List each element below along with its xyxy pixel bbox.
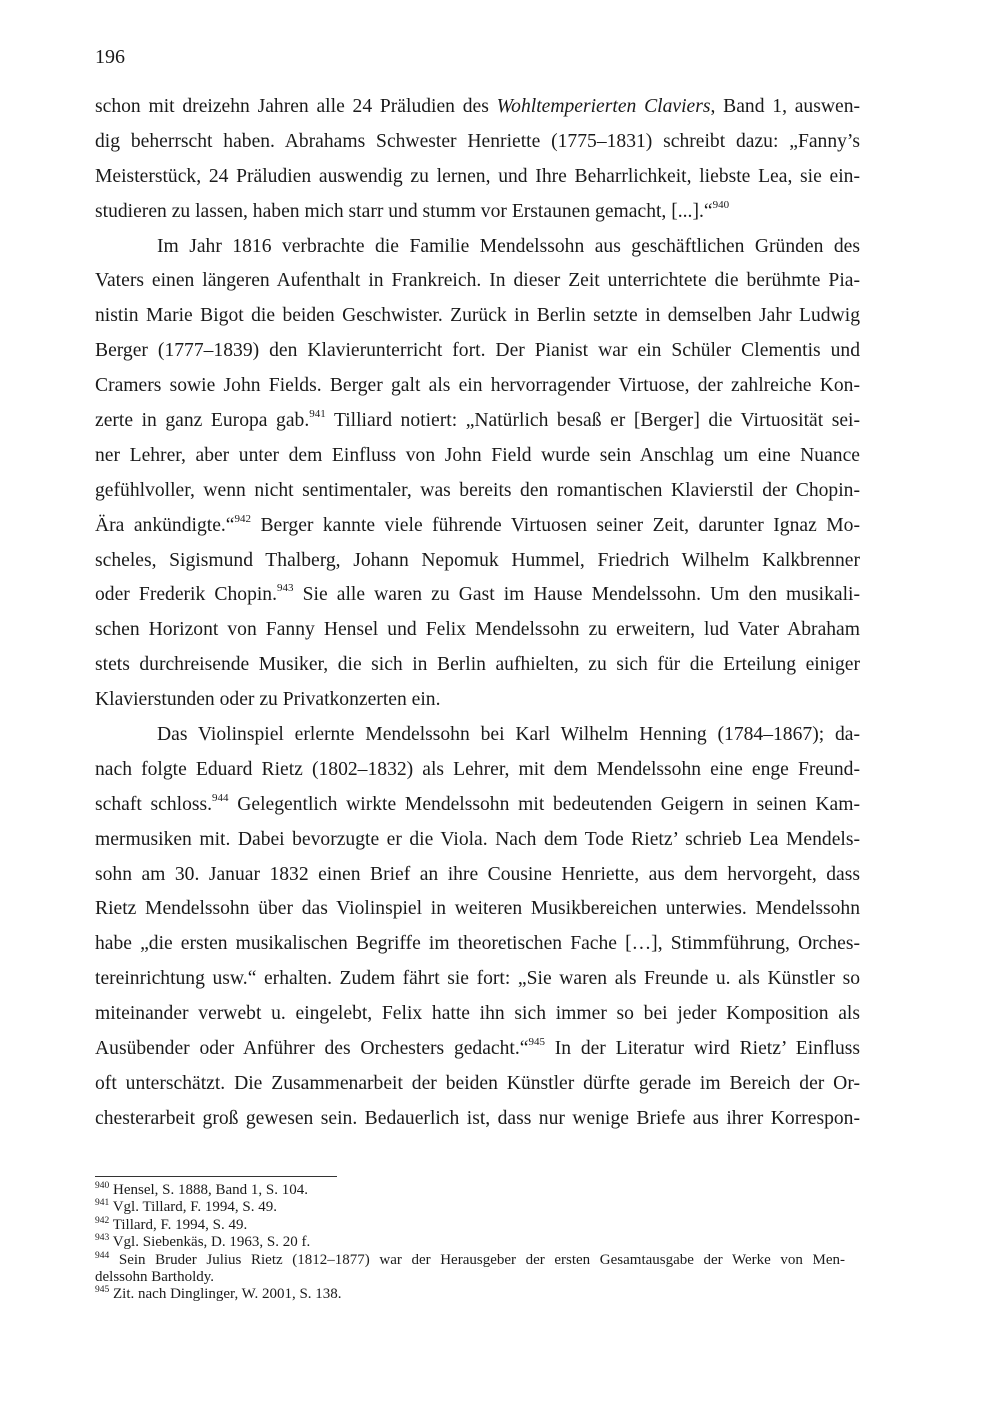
text-span: habe „die ersten musikalischen Begriffe im theoretischen Fache […], Stimmführung, Orches- — [95, 933, 860, 955]
footnote-marker: 945 — [528, 1036, 545, 1049]
footnote — [95, 1234, 845, 1251]
text-span: oft unterschätzt. Die Zusammenarbeit der beiden Künstler dürfte gerade im Bereich der Or- — [95, 1072, 860, 1094]
footnote-marker: 943 — [277, 582, 294, 595]
text-span: scheles, Sigismund Thalberg, Johann Nepomuk Hummel, Friedrich Wilhelm Kalkbrenner — [95, 549, 860, 571]
text-span: miteinander verwebt u. eingelebt, Felix hatte ihn sich immer so bei jeder Komposition als — [95, 1003, 860, 1025]
footnote-text: Hensel, S. 1888, Band 1, S. 104. — [109, 1182, 308, 1198]
text-line — [95, 683, 860, 718]
footnote-marker: 941 — [309, 408, 326, 421]
text-line — [95, 962, 860, 997]
text-line — [95, 927, 860, 962]
text-span: schen Horizont von Fanny Hensel und Felix Mendelssohn zu erweitern, lud Vater Abraham — [95, 619, 860, 641]
text-span: , Band 1, auswen- — [710, 96, 861, 117]
text-line — [95, 404, 860, 439]
text-span: Gelegentlich wirkte Mendelssohn mit bedeutenden Geigern in seinen Kam- — [228, 793, 860, 815]
text-line — [95, 578, 860, 613]
text-span: Tilliard notiert: „Natürlich besaß er [Berger] die Virtuosität sei- — [325, 410, 860, 432]
text-span: Meisterstück, 24 Präludien auswendig zu lernen, und Ihre Beharrlichkeit, liebste Lea, sie ein- — [95, 165, 860, 187]
text-span: gefühlvoller, wenn nicht sentimentaler, was bereits den romantischen Klavierstil der Chopin- — [95, 479, 860, 501]
text-span: Im Jahr 1816 verbrachte die Familie Mendelssohn aus geschäftlichen Gründen des — [157, 235, 860, 257]
footnote-continuation — [95, 1269, 845, 1286]
text-line — [95, 90, 860, 125]
text-span: Ausübender oder Anführer des Orchesters gedacht.“ — [95, 1038, 529, 1060]
footnote — [95, 1286, 845, 1303]
text-span: chesterarbeit groß gewesen sein. Bedauerlich ist, dass nur wenige Briefe aus ihrer Korrespon- — [95, 1107, 860, 1129]
footnote-text: Vgl. Siebenkäs, D. 1963, S. 20 f. — [109, 1234, 311, 1251]
footnote-marker: 944 — [212, 791, 229, 804]
text-line — [95, 195, 860, 230]
footnote — [95, 1182, 845, 1199]
text-line — [95, 544, 860, 579]
text-line — [95, 264, 860, 299]
text-span: Berger (1777–1839) den Klavierunterricht fort. Der Pianist war ein Schüler Clementis und — [95, 340, 860, 362]
text-span: zerte in ganz Europa gab. — [95, 410, 310, 432]
text-span: Klavierstunden oder zu Privatkonzerten ein. — [95, 689, 441, 711]
text-span: ner Lehrer, aber unter dem Einfluss von John Field wurde sein Anschlag um eine Nuance — [95, 444, 860, 466]
text-line — [95, 509, 860, 544]
text-span: In der Literatur wird Rietz’ Einfluss — [544, 1038, 860, 1060]
footnote-number: 942 — [95, 1215, 110, 1226]
text-span: Sie alle waren zu Gast im Hause Mendelssohn. Um den musikali- — [293, 584, 860, 606]
footnote-number: 940 — [95, 1181, 110, 1191]
text-span: stets durchreisende Musiker, die sich in Berlin aufhielten, zu sich für die Erteilung einiger — [95, 654, 860, 676]
text-line — [95, 369, 860, 404]
text-line — [95, 823, 860, 858]
text-line — [95, 997, 860, 1032]
text-span: dig beherrscht haben. Abrahams Schwester Henriette (1775–1831) schreibt dazu: „Fanny’s — [95, 130, 860, 152]
text-line — [95, 160, 860, 195]
text-span: schon mit dreizehn Jahren alle 24 Präludien des — [95, 96, 497, 117]
text-line — [95, 613, 860, 648]
footnote — [95, 1252, 845, 1269]
text-span: Vaters einen längeren Aufenthalt in Frankreich. In dieser Zeit unterrichtete die berühmte Pia- — [95, 270, 860, 292]
footnote-text: Sein Bruder Julius Rietz (1812–1877) war der Herausgeber der ersten Gesamtausgabe der Werke von Men- — [109, 1251, 845, 1268]
text-line — [95, 299, 860, 334]
text-span: oder Frederik Chopin. — [95, 584, 278, 606]
text-span: tereinrichtung usw.“ erhalten. Zudem fährt sie fort: „Sie waren als Freunde u. als Künstler so — [95, 968, 860, 990]
text-line — [95, 1032, 860, 1067]
text-span: schaft schloss. — [95, 793, 213, 815]
text-line — [95, 858, 860, 893]
footnote — [95, 1199, 845, 1216]
footnote-text: Vgl. Tillard, F. 1994, S. 49. — [109, 1199, 277, 1216]
text-line — [95, 125, 860, 160]
text-span: Ära ankündigte.“ — [95, 514, 235, 536]
text-line — [95, 648, 860, 683]
footnote-marker: 942 — [234, 512, 251, 525]
text-span: Das Violinspiel erlernte Mendelssohn bei Karl Wilhelm Henning (1784–1867); da- — [157, 724, 860, 746]
text-span: Rietz Mendelssohn über das Violinspiel in weiteren Musikbereichen unterwies. Mendelssohn — [95, 898, 860, 920]
text-line — [95, 1067, 860, 1102]
text-span: studieren zu lassen, haben mich starr und stumm vor Erstaunen gemacht, [...].“ — [95, 200, 713, 222]
text-span: Berger kannte viele führende Virtuosen seiner Zeit, darunter Ignaz Mo- — [251, 514, 860, 536]
page-number: 196 — [95, 46, 125, 68]
text-line — [95, 474, 860, 509]
footnote-number: 943 — [95, 1233, 110, 1244]
text-span: mermusiken mit. Dabei bevorzugte er die Viola. Nach dem Tode Rietz’ schrieb Lea Mendels- — [95, 828, 860, 850]
text-line — [95, 892, 860, 927]
footnotes — [95, 1182, 845, 1304]
footnote-text: delssohn Bartholdy. — [95, 1268, 215, 1285]
text-line — [95, 439, 860, 474]
body-text — [95, 90, 860, 1137]
footnote-text: Tillard, F. 1994, S. 49. — [109, 1216, 248, 1233]
text-span: sohn am 30. Januar 1832 einen Brief an ihre Cousine Henriette, aus dem hervorgeht, dass — [95, 863, 860, 885]
text-line — [95, 718, 860, 753]
text-line — [95, 334, 860, 369]
footnote-number: 941 — [95, 1198, 110, 1209]
work-title: Wohltemperierten Claviers — [496, 96, 711, 117]
footnote-number: 945 — [95, 1285, 110, 1296]
text-line — [95, 788, 860, 823]
text-span: Cramers sowie John Fields. Berger galt als ein hervorragender Virtuose, der zahlreiche Kon- — [95, 375, 860, 397]
footnote-separator — [95, 1176, 337, 1177]
footnote — [95, 1217, 845, 1234]
text-span: nach folgte Eduard Rietz (1802–1832) als Lehrer, mit dem Mendelssohn eine enge Freund- — [95, 758, 860, 780]
text-line — [95, 1102, 860, 1137]
text-line — [95, 230, 860, 265]
text-span: nistin Marie Bigot die beiden Geschwister. Zurück in Berlin setzte in demselben Jahr Ludwig — [95, 305, 860, 327]
footnote-text: Zit. nach Dinglinger, W. 2001, S. 138. — [109, 1286, 342, 1303]
footnote-number: 944 — [95, 1250, 110, 1261]
footnote-marker: 940 — [712, 198, 730, 211]
text-line — [95, 753, 860, 788]
